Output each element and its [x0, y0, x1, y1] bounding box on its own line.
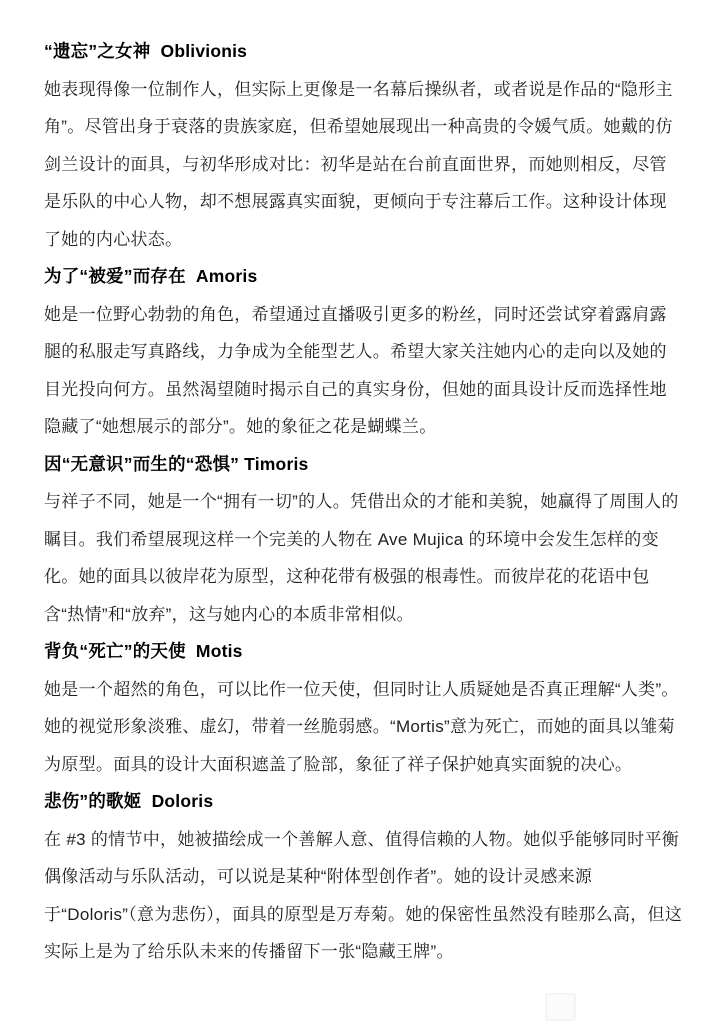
section-oblivionis — [44, 33, 684, 258]
heading-oblivionis: “遗忘”之女神 Oblivionis — [44, 41, 248, 61]
paragraph-motis: 她是一个超然的角色，可以比作一位天使，但同时让人质疑她是否真正理解“人类”。她的视觉形象淡雅、虚幻，带着一丝脆弱感。“Mortis”意为死亡，而她的面具以雏菊为原型。面具的设计大面积遮盖了脸部，象征了祥子保护她真实面貌的决心。 — [44, 679, 679, 774]
faint-watermark — [545, 993, 576, 1021]
section-motis — [44, 633, 684, 783]
heading-doloris: 悲伤”的歌姬 Doloris — [44, 791, 214, 811]
paragraph-amoris: 她是一位野心勃勃的角色，希望通过直播吸引更多的粉丝，同时还尝试穿着露肩露腿的私服走写真路线，力争成为全能型艺人。希望大家关注她内心的走向以及她的目光投向何方。虽然渴望随时揭示自己的真实身份，但她的面具设计反而选择性地隐藏了“她想展示的部分”。她的象征之花是蝴蝶兰。 — [44, 304, 667, 436]
paragraph-timoris: 与祥子不同，她是一个“拥有一切”的人。凭借出众的才能和美貌，她赢得了周围人的瞩目。我们希望展现这样一个完美的人物在 Ave Mujica 的环境中会发生怎样的变化。她的面具以彼岸花为原型，这种花带有极强的根毒性。而彼岸花的花语中包含“热情”和“放弃”，这与她内心的本质非常相似。 — [44, 492, 679, 624]
paragraph-oblivionis: 她表现得像一位制作人，但实际上更像是一名幕后操纵者，或者说是作品的“隐形主角”。尽管出身于衰落的贵族家庭，但希望她展现出一种高贵的令媛气质。她戴的仿剑兰设计的面具，与初华形成对比：初华是站在台前直面世界，而她则相反，尽管是乐队的中心人物，却不想展露真实面貌，更倾向于专注幕后工作。这种设计体现了她的内心状态。 — [44, 79, 673, 249]
paragraph-doloris: 在 #3 的情节中，她被描绘成一个善解人意、值得信赖的人物。她似乎能够同时平衡偶像活动与乐队活动，可以说是某种“附体型创作者”。她的设计灵感来源于“Doloris”（意为悲伤），面具的原型是万寿菊。她的保密性虽然没有睦那么高，但这实际上是为了给乐队未来的传播留下一张“隐藏王牌”。 — [44, 829, 683, 961]
section-timoris — [44, 446, 684, 634]
section-amoris — [44, 258, 684, 446]
heading-amoris: 为了“被爱”而存在 Amoris — [44, 266, 258, 286]
heading-motis: 背负“死亡”的天使 Motis — [44, 641, 243, 661]
section-doloris — [44, 783, 684, 971]
heading-timoris: 因“无意识”而生的“恐惧” Timoris — [44, 453, 309, 474]
